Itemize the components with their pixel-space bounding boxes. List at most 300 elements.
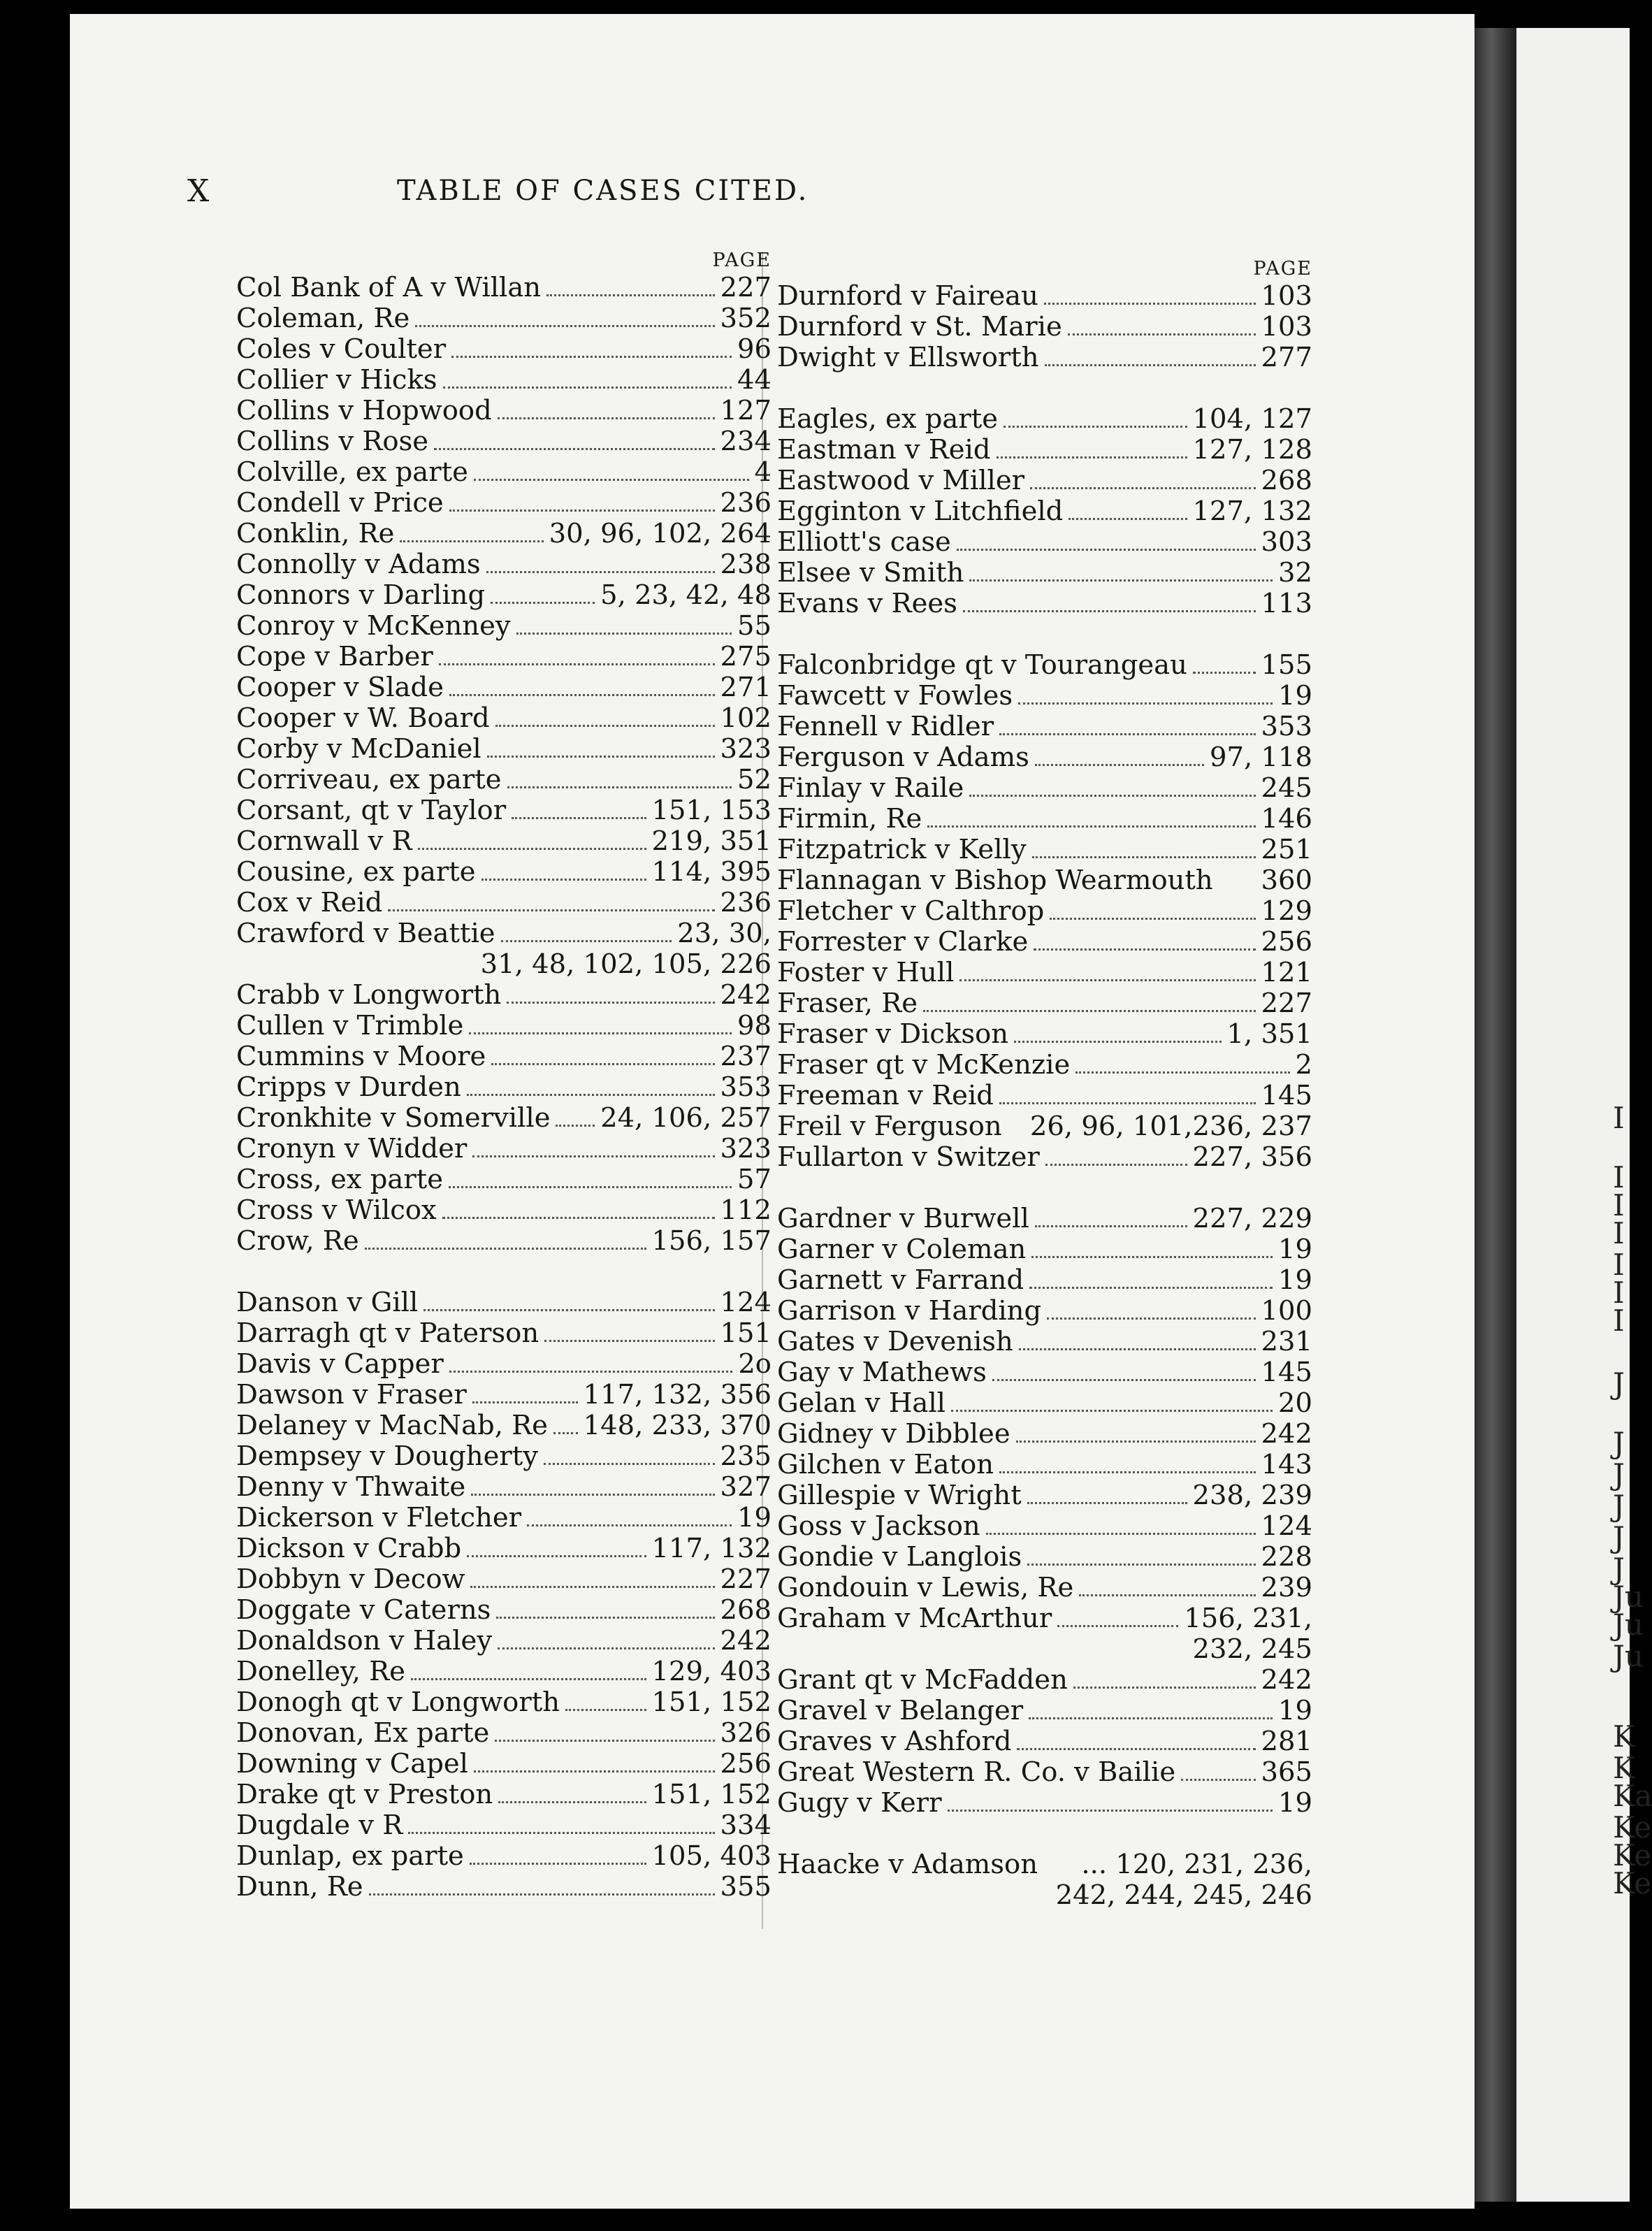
dot-leader — [498, 417, 715, 419]
case-entry — [236, 1656, 771, 1687]
case-pages: 242 — [720, 979, 771, 1011]
case-pages: 105, 403 — [651, 1840, 771, 1872]
case-name: Evans v Rees — [777, 588, 957, 619]
case-pages: 352 — [720, 303, 771, 334]
dot-leader — [449, 1186, 732, 1188]
case-name: Corby v McDaniel — [236, 733, 481, 765]
dot-leader — [1035, 764, 1204, 766]
dot-leader — [1075, 1071, 1289, 1074]
case-pages: 277 — [1261, 342, 1312, 373]
case-pages: 355 — [720, 1871, 771, 1903]
case-name: Cross, ex parte — [236, 1164, 444, 1195]
case-pages: 146 — [1261, 803, 1312, 835]
case-pages: 52 — [737, 764, 771, 795]
facing-page-letter: K — [1613, 1751, 1635, 1785]
case-name: Connors v Darling — [236, 579, 486, 611]
case-entry — [777, 1757, 1312, 1788]
case-entry — [236, 980, 771, 1011]
case-entry — [777, 342, 1312, 373]
case-entry — [777, 896, 1312, 927]
page-header — [187, 173, 998, 215]
case-pages: 4 — [754, 456, 771, 488]
dot-leader — [927, 825, 1255, 828]
dot-leader — [495, 725, 715, 727]
dot-leader — [959, 979, 1255, 981]
case-pages: 156, 231, — [1184, 1603, 1312, 1634]
case-pages: 19 — [1278, 1234, 1312, 1265]
case-name: Freil v Ferguson — [777, 1111, 1002, 1142]
case-name: Delaney v MacNab, Re — [236, 1410, 548, 1441]
dot-leader — [553, 1432, 578, 1434]
case-pages: 121 — [1261, 957, 1312, 988]
case-entry — [236, 1779, 771, 1810]
dot-leader — [442, 1217, 715, 1219]
dot-leader — [1050, 918, 1255, 920]
dot-leader — [999, 733, 1255, 735]
case-name: Durnford v St. Marie — [777, 311, 1062, 342]
case-name: Eastwood v Miller — [777, 465, 1025, 496]
dot-leader — [470, 1863, 646, 1865]
dot-leader — [1029, 1717, 1273, 1719]
case-entry — [777, 1849, 1312, 1880]
case-entry — [777, 558, 1312, 589]
dot-leader — [512, 817, 646, 819]
case-name: Goss v Jackson — [777, 1510, 980, 1542]
dot-leader — [474, 1770, 715, 1772]
dot-leader — [365, 1248, 646, 1250]
facing-page-letter: K — [1613, 1719, 1635, 1754]
case-entry — [236, 488, 771, 519]
case-name: Fraser v Dickson — [777, 1018, 1009, 1050]
dot-leader — [486, 571, 715, 573]
dot-leader — [1044, 303, 1256, 305]
section-gap — [777, 1819, 1312, 1849]
case-pages-continued: 31, 48, 102, 105, 226 — [480, 948, 771, 980]
case-entry — [777, 988, 1312, 1019]
case-pages: 242 — [720, 1625, 771, 1656]
case-entry — [236, 1749, 771, 1779]
dot-leader — [411, 1678, 646, 1680]
case-entry — [777, 1388, 1312, 1419]
dot-leader — [400, 540, 543, 542]
case-pages: 143 — [1261, 1449, 1312, 1480]
case-entry — [236, 611, 771, 642]
dot-leader — [1003, 426, 1187, 428]
case-name: Fletcher v Calthrop — [777, 895, 1045, 927]
dot-leader — [423, 1309, 714, 1311]
case-name: Donovan, Ex parte — [236, 1717, 490, 1749]
section-gap — [236, 1257, 771, 1287]
case-entry — [236, 1380, 771, 1410]
page-number: X — [187, 173, 210, 209]
dot-leader — [999, 1102, 1256, 1104]
case-entry — [777, 1542, 1312, 1573]
case-name: Gugy v Kerr — [777, 1787, 942, 1819]
dot-leader — [544, 1463, 714, 1465]
dot-leader — [449, 1371, 733, 1373]
dot-leader — [1017, 1748, 1255, 1750]
case-pages: ... 120, 231, 236, — [1081, 1849, 1312, 1880]
case-entry — [236, 734, 771, 765]
dot-leader — [439, 663, 715, 665]
dot-leader — [1019, 1348, 1256, 1350]
case-entry — [777, 1788, 1312, 1819]
dot-leader — [1030, 487, 1255, 489]
case-pages: 102 — [720, 702, 771, 734]
case-pages: 124 — [1261, 1510, 1312, 1542]
case-name: Cronkhite v Somerville — [236, 1102, 551, 1134]
case-name: Durnford v Faireau — [777, 280, 1038, 312]
case-name: Gillespie v Wright — [777, 1480, 1022, 1511]
dot-leader — [443, 387, 732, 389]
case-pages: 268 — [720, 1594, 771, 1626]
case-entry — [777, 773, 1312, 804]
facing-page-letter: Ju — [1613, 1580, 1644, 1614]
case-entry — [236, 519, 771, 549]
case-pages: 113 — [1261, 588, 1312, 619]
case-entry — [777, 1511, 1312, 1542]
case-pages: 129, 403 — [651, 1656, 771, 1687]
case-pages: 326 — [720, 1717, 771, 1749]
dot-leader — [1181, 1779, 1255, 1781]
case-name: Cooper v W. Board — [236, 702, 490, 734]
case-pages: 227 — [720, 272, 771, 303]
case-pages: 114, 395 — [651, 856, 771, 888]
dot-leader — [923, 1010, 1255, 1012]
case-name: Downing v Capel — [236, 1748, 468, 1779]
case-entry — [236, 857, 771, 888]
case-pages: 97, 118 — [1210, 742, 1312, 773]
case-name: Dempsey v Dougherty — [236, 1441, 539, 1472]
facing-page-letter: I — [1613, 1304, 1625, 1338]
case-name: Collins v Rose — [236, 426, 429, 457]
dot-leader — [1057, 1625, 1178, 1627]
case-pages: 242 — [1261, 1418, 1312, 1450]
dot-leader — [546, 294, 714, 296]
dot-leader — [948, 1810, 1273, 1812]
facing-page-letter: I — [1613, 1248, 1625, 1282]
dot-leader — [491, 1063, 714, 1065]
case-name: Dugdale v R — [236, 1810, 403, 1841]
case-name: Donogh qt v Longworth — [236, 1687, 560, 1718]
case-name: Flannagan v Bishop Wearmouth — [777, 865, 1213, 896]
facing-page-letter: I — [1613, 1188, 1625, 1222]
dot-leader — [1027, 1564, 1255, 1566]
case-name: Cross v Wilcox — [236, 1194, 437, 1226]
case-pages: 227, 356 — [1192, 1141, 1312, 1173]
case-name: Collins v Hopwood — [236, 395, 492, 426]
case-name: Egginton v Litchfield — [777, 496, 1064, 527]
case-entry — [236, 303, 771, 334]
dot-leader — [556, 1125, 595, 1127]
dot-leader — [1045, 1164, 1187, 1166]
section-gap — [777, 1173, 1312, 1204]
case-name: Dickerson v Fletcher — [236, 1502, 522, 1533]
case-pages: 234 — [720, 426, 771, 457]
case-entry — [236, 642, 771, 672]
case-entry — [777, 1327, 1312, 1357]
facing-page-letter: Ju — [1613, 1608, 1644, 1642]
case-name: Conklin, Re — [236, 518, 395, 549]
case-entry — [236, 549, 771, 580]
case-entry — [777, 1234, 1312, 1265]
case-pages: 145 — [1261, 1357, 1312, 1388]
case-name: Dunn, Re — [236, 1871, 363, 1903]
dot-leader — [516, 633, 732, 635]
case-pages: 151, 152 — [651, 1687, 771, 1718]
case-name: Donaldson v Haley — [236, 1625, 493, 1656]
case-pages-continued: 242, 244, 245, 246 — [1055, 1879, 1312, 1911]
case-entry — [236, 1410, 771, 1441]
case-name: Collier v Hicks — [236, 364, 437, 396]
facing-page-letter: J — [1613, 1426, 1625, 1460]
dot-leader — [498, 1801, 646, 1803]
case-pages: 19 — [1278, 1787, 1312, 1819]
dot-leader — [1029, 1287, 1273, 1289]
case-pages: 104, 127 — [1192, 403, 1312, 435]
case-pages: 124 — [720, 1287, 771, 1318]
case-pages: 231 — [1261, 1326, 1312, 1357]
case-entry — [777, 650, 1312, 681]
case-name: Forrester v Clarke — [777, 926, 1029, 958]
case-entry — [777, 1603, 1312, 1634]
dot-leader — [992, 1379, 1256, 1381]
case-name: Dobbyn v Decow — [236, 1564, 465, 1595]
case-name: Fraser, Re — [777, 988, 918, 1019]
case-pages: 19 — [1278, 1695, 1312, 1726]
case-pages: 112 — [720, 1194, 771, 1226]
case-entry — [236, 918, 771, 949]
case-name: Connolly v Adams — [236, 549, 481, 580]
case-name: Donelley, Re — [236, 1656, 405, 1687]
case-entry — [236, 1041, 771, 1072]
case-pages: 303 — [1261, 526, 1312, 558]
case-entry — [777, 681, 1312, 712]
dot-leader — [1045, 364, 1256, 366]
case-name: Conroy v McKenney — [236, 610, 511, 642]
case-name: Finlay v Raile — [777, 772, 964, 804]
case-name: Cousine, ex parte — [236, 856, 476, 888]
case-name: Colville, ex parte — [236, 456, 468, 488]
case-pages: 24, 106, 257 — [600, 1102, 771, 1134]
case-pages: 251 — [1261, 834, 1312, 865]
case-entry — [236, 1841, 771, 1872]
dot-leader — [969, 579, 1273, 582]
case-entry — [236, 1564, 771, 1595]
case-entry — [236, 795, 771, 826]
case-entry — [777, 404, 1312, 435]
facing-page-letter: J — [1613, 1366, 1625, 1401]
case-name: Cronyn v Widder — [236, 1133, 468, 1164]
facing-page-letter: I — [1613, 1160, 1625, 1194]
case-pages: 151 — [720, 1317, 771, 1349]
case-entry — [777, 712, 1312, 742]
case-name: Gardner v Burwell — [777, 1203, 1029, 1234]
case-entry — [777, 1419, 1312, 1450]
dot-leader — [1031, 1256, 1273, 1258]
case-pages: 117, 132, 356 — [583, 1379, 771, 1410]
case-pages: 1, 351 — [1226, 1018, 1312, 1050]
case-name: Dawson v Fraser — [236, 1379, 467, 1410]
case-entry — [777, 527, 1312, 558]
case-entry — [777, 496, 1312, 527]
case-pages: 353 — [720, 1071, 771, 1103]
case-pages: 242 — [1261, 1664, 1312, 1696]
case-pages: 151, 152 — [651, 1779, 771, 1810]
case-pages: 156, 157 — [651, 1225, 771, 1257]
case-entry — [236, 1318, 771, 1349]
case-entry — [777, 1204, 1312, 1234]
case-name: Cope v Barber — [236, 641, 433, 672]
case-pages: 327 — [720, 1471, 771, 1503]
case-entry — [236, 672, 771, 703]
dot-leader — [969, 795, 1255, 797]
case-name: Dunlap, ex parte — [236, 1840, 464, 1872]
case-pages: 44 — [737, 364, 771, 396]
case-entry — [777, 1142, 1312, 1173]
facing-page-letter: I — [1613, 1216, 1625, 1250]
case-name: Corsant, qt v Taylor — [236, 795, 507, 826]
case-name: Fitzpatrick v Kelly — [777, 834, 1027, 865]
facing-page-letter: J — [1613, 1552, 1625, 1586]
case-name: Coleman, Re — [236, 303, 410, 334]
dot-leader — [527, 1524, 732, 1526]
section-gap — [777, 619, 1312, 650]
case-pages: 155 — [1261, 649, 1312, 681]
dot-leader — [408, 1832, 714, 1834]
case-name: Haacke v Adamson — [777, 1849, 1038, 1880]
dot-leader — [491, 602, 595, 604]
case-name: Fennell v Ridler — [777, 711, 994, 742]
case-entry — [236, 888, 771, 918]
case-entry — [236, 1595, 771, 1626]
dot-leader — [369, 1893, 715, 1896]
case-pages: 323 — [720, 733, 771, 765]
case-pages: 148, 233, 370 — [583, 1410, 771, 1441]
case-pages: 127 — [720, 395, 771, 426]
facing-page-letter: Ka — [1613, 1779, 1652, 1813]
case-entry — [777, 312, 1312, 342]
case-entry — [777, 589, 1312, 619]
case-pages: 323 — [720, 1133, 771, 1164]
case-name: Fraser qt v McKenzie — [777, 1049, 1071, 1081]
case-pages: 100 — [1261, 1295, 1312, 1327]
case-pages: 96 — [737, 333, 771, 365]
case-entry — [236, 826, 771, 857]
case-pages: 236 — [720, 887, 771, 918]
case-name: Firmin, Re — [777, 803, 922, 835]
case-name: Coles v Coulter — [236, 333, 447, 365]
case-name: Gravel v Belanger — [777, 1695, 1024, 1726]
case-entry — [777, 1665, 1312, 1696]
case-pages: 239 — [1261, 1572, 1312, 1603]
dot-leader — [481, 879, 646, 881]
case-pages: 227 — [1261, 988, 1312, 1019]
case-pages: 245 — [1261, 772, 1312, 804]
case-pages: 256 — [720, 1748, 771, 1779]
case-pages: 360 — [1261, 865, 1312, 896]
case-pages: 236 — [720, 487, 771, 519]
case-entry — [236, 703, 771, 734]
case-pages: 103 — [1261, 280, 1312, 312]
case-name: Gondie v Langlois — [777, 1541, 1022, 1573]
case-pages: 26, 96, 101,236, 237 — [1029, 1111, 1312, 1142]
dot-leader — [1032, 856, 1256, 858]
dot-leader — [1014, 1041, 1221, 1043]
case-pages: 20 — [1278, 1387, 1312, 1419]
case-pages: 2 — [1295, 1049, 1312, 1081]
dot-leader — [434, 448, 714, 450]
case-pages: 127, 132 — [1192, 496, 1312, 527]
case-entry — [777, 1357, 1312, 1388]
dot-leader — [1073, 1687, 1256, 1689]
case-pages: 227 — [720, 1564, 771, 1595]
dot-leader — [1027, 1502, 1187, 1504]
case-name: Garner v Coleman — [777, 1234, 1027, 1265]
dot-leader — [1016, 1441, 1256, 1443]
dot-leader — [999, 1471, 1255, 1473]
case-entry — [236, 1011, 771, 1041]
case-entry — [236, 1103, 771, 1134]
case-name: Eagles, ex parte — [777, 403, 999, 435]
case-name: Gates v Devenish — [777, 1326, 1013, 1357]
case-pages: 30, 96, 102, 264 — [549, 518, 771, 549]
case-entry — [777, 281, 1312, 312]
facing-page-edge — [1516, 28, 1652, 2202]
case-pages: 19 — [737, 1502, 771, 1533]
case-name: Dwight v Ellsworth — [777, 342, 1039, 373]
dot-leader — [467, 1555, 646, 1557]
case-pages: 127, 128 — [1192, 434, 1312, 465]
facing-page-letter: Ke — [1613, 1810, 1652, 1844]
case-entry — [777, 1726, 1312, 1757]
case-entry — [777, 435, 1312, 465]
facing-page-letter: I — [1613, 1101, 1625, 1135]
dot-leader — [1193, 672, 1256, 674]
case-entry — [236, 1072, 771, 1103]
case-name: Fullarton v Switzer — [777, 1141, 1040, 1173]
case-pages: 129 — [1261, 895, 1312, 927]
case-name: Danson v Gill — [236, 1287, 419, 1318]
dot-leader — [472, 1401, 578, 1403]
case-name: Graham v McArthur — [777, 1603, 1052, 1634]
case-entry — [236, 1533, 771, 1564]
dot-leader — [474, 479, 749, 481]
case-entry — [777, 804, 1312, 835]
case-pages: 5, 23, 42, 48 — [600, 579, 771, 611]
case-name: Gay v Mathews — [777, 1357, 987, 1388]
left-column — [236, 249, 771, 1903]
page-column-label: PAGE — [1253, 258, 1312, 280]
case-name: Cripps v Durden — [236, 1071, 461, 1103]
case-name: Dickson v Crabb — [236, 1533, 462, 1564]
case-name: Great Western R. Co. v Bailie — [777, 1756, 1176, 1788]
case-pages: 238, 239 — [1192, 1480, 1312, 1511]
case-name: Garnett v Farrand — [777, 1264, 1024, 1296]
case-pages: 23, 30, — [677, 918, 771, 949]
facing-page-letter: J — [1613, 1489, 1625, 1523]
case-pages: 19 — [1278, 680, 1312, 712]
case-pages: 227, 229 — [1192, 1203, 1312, 1234]
case-entry — [236, 1441, 771, 1472]
case-pages: 19 — [1278, 1264, 1312, 1296]
case-name: Crow, Re — [236, 1225, 359, 1257]
dot-leader — [388, 909, 714, 911]
facing-page-letter: J — [1613, 1520, 1625, 1554]
dot-leader — [507, 786, 732, 788]
case-entry — [777, 742, 1312, 773]
dot-leader — [963, 610, 1256, 612]
